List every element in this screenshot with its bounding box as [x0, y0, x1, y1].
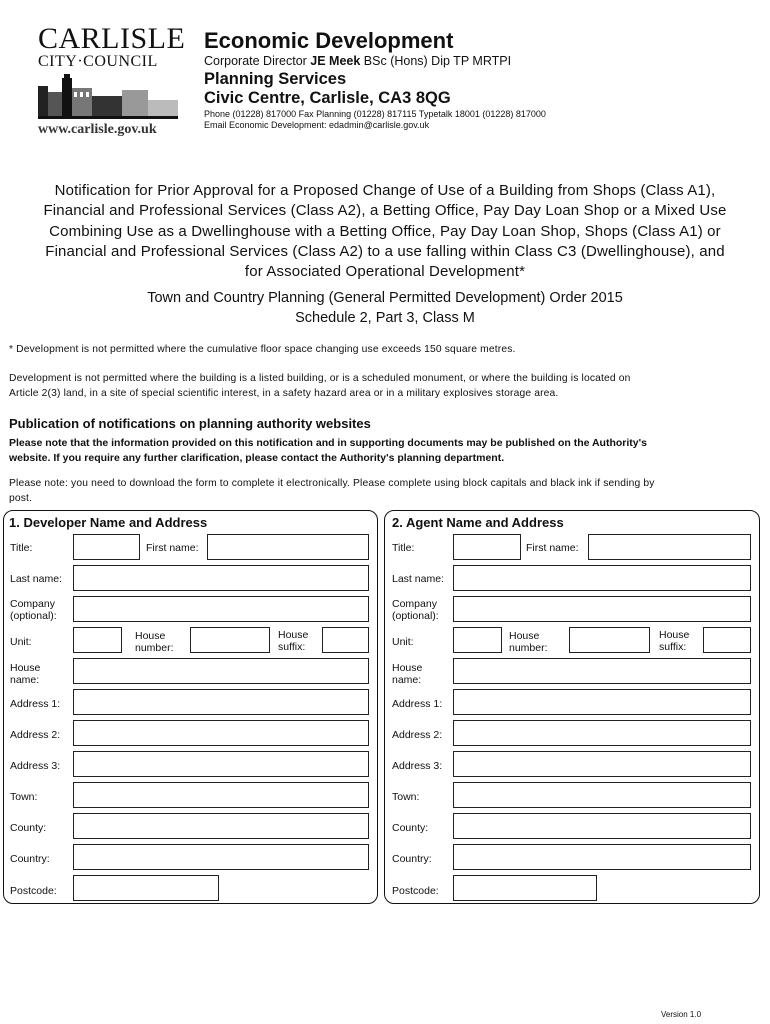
developer-first-name-label: First name:	[146, 542, 199, 554]
city-skyline-logo-icon	[38, 70, 178, 120]
restriction-note: Development is not permitted where the building is a listed building, or is a scheduled monument, or where the building is located on Article 2(3) land, in a site of special scientific interest, in a safety hazard area or in a military explosives storage area.	[9, 373, 631, 399]
developer-town-label: Town:	[10, 791, 38, 803]
agent-company-input[interactable]	[453, 596, 751, 622]
agent-last-name-input[interactable]	[453, 565, 751, 591]
developer-postcode-input[interactable]	[73, 875, 219, 901]
developer-first-name-input[interactable]	[207, 534, 369, 560]
publication-heading: Publication of notifications on planning authority websites	[9, 416, 371, 431]
developer-house-suffix-label: House suffix:	[278, 629, 309, 653]
developer-address2-input[interactable]	[73, 720, 369, 746]
version-label: Version 1.0	[661, 1010, 702, 1019]
agent-unit-input[interactable]	[453, 627, 502, 653]
developer-house-name-label: House name:	[10, 662, 41, 686]
notice-title: Notification for Prior Approval for a Proposed Change of Use of a Building from Shops (Class A1), Financial and Professional Services (Class A2), a Betting Office, Pay Day Loan Shop or a Mixed Use Combining Use as a Dwellinghouse with a Betting Office, Pay Day Loan Shop, Shops (Class A1) or Financial and Professional Services (Class A2) to a use falling within Class C3 (Dwellinghouse), and for Associated Operational Development*	[43, 182, 727, 281]
agent-address3-input[interactable]	[453, 751, 751, 777]
developer-house-name-input[interactable]	[73, 658, 369, 684]
developer-house-number-input[interactable]	[190, 627, 270, 653]
phone-line: Phone (01228) 817000 Fax Planning (01228) 817115 Typetalk 18001 (01228) 817000	[204, 109, 546, 119]
developer-postcode-label: Postcode:	[10, 885, 57, 897]
developer-company-label: Company (optional):	[10, 598, 57, 622]
floor-space-footnote: * Development is not permitted where the cumulative floor space changing use exceeds 150 square metres.	[9, 344, 516, 355]
developer-address1-input[interactable]	[73, 689, 369, 715]
agent-address2-label: Address 2:	[392, 729, 443, 741]
agent-company-label: Company (optional):	[392, 598, 439, 622]
agent-heading: 2. Agent Name and Address	[392, 515, 564, 530]
developer-house-number-label: House number:	[135, 630, 174, 654]
legislation-reference: Town and Country Planning (General Permitted Development) Order 2015 Schedule 2, Part 3, Class M	[147, 290, 623, 326]
agent-house-suffix-input[interactable]	[703, 627, 751, 653]
office-address: Civic Centre, Carlisle, CA3 8QG	[204, 89, 451, 107]
director-line: Corporate Director JE Meek BSc (Hons) Dip TP MRTPI	[204, 54, 512, 68]
agent-postcode-label: Postcode:	[392, 885, 439, 897]
email-line: Email Economic Development: edadmin@carlisle.gov.uk	[204, 120, 430, 130]
agent-house-suffix-label: House suffix:	[659, 629, 690, 653]
agent-address2-input[interactable]	[453, 720, 751, 746]
developer-address3-input[interactable]	[73, 751, 369, 777]
developer-last-name-label: Last name:	[10, 573, 62, 585]
agent-address1-label: Address 1:	[392, 698, 443, 710]
developer-company-input[interactable]	[73, 596, 369, 622]
agent-country-input[interactable]	[453, 844, 751, 870]
agent-first-name-input[interactable]	[588, 534, 751, 560]
agent-house-number-label: House number:	[509, 630, 548, 654]
agent-address1-input[interactable]	[453, 689, 751, 715]
agent-first-name-label: First name:	[526, 542, 579, 554]
agent-house-number-input[interactable]	[569, 627, 650, 653]
agent-house-name-input[interactable]	[453, 658, 751, 684]
download-note: Please note: you need to download the form to complete it electronically. Please complete using block capitals and black ink if sending by post.	[9, 478, 655, 504]
agent-county-label: County:	[392, 822, 429, 834]
publication-note: Please note that the information provided on this notification and in supporting documents may be published on the Authority's website. If you require any further clarification, please contact the Authority's planning department.	[9, 437, 647, 464]
logo-wordmark: CARLISLE	[38, 22, 186, 55]
developer-title-label: Title:	[10, 542, 33, 554]
agent-unit-label: Unit:	[392, 636, 414, 648]
developer-unit-label: Unit:	[10, 636, 32, 648]
developer-title-input[interactable]	[73, 534, 140, 560]
developer-address3-label: Address 3:	[10, 760, 61, 772]
developer-unit-input[interactable]	[73, 627, 122, 653]
agent-house-name-label: House name:	[392, 662, 423, 686]
agent-last-name-label: Last name:	[392, 573, 444, 585]
developer-last-name-input[interactable]	[73, 565, 369, 591]
developer-address1-label: Address 1:	[10, 698, 61, 710]
agent-address3-label: Address 3:	[392, 760, 443, 772]
developer-county-label: County:	[10, 822, 47, 834]
agent-postcode-input[interactable]	[453, 875, 597, 901]
developer-address2-label: Address 2:	[10, 729, 61, 741]
agent-county-input[interactable]	[453, 813, 751, 839]
logo-subtitle: CITY·COUNCIL	[38, 53, 158, 70]
agent-title-label: Title:	[392, 542, 415, 554]
developer-heading: 1. Developer Name and Address	[9, 515, 208, 530]
agent-title-input[interactable]	[453, 534, 521, 560]
council-website[interactable]: www.carlisle.gov.uk	[38, 122, 157, 137]
service-name: Planning Services	[204, 70, 347, 88]
developer-house-suffix-input[interactable]	[322, 627, 369, 653]
agent-town-label: Town:	[392, 791, 420, 803]
developer-country-label: Country:	[10, 853, 50, 865]
agent-country-label: Country:	[392, 853, 432, 865]
department-title: Economic Development	[204, 28, 454, 53]
developer-town-input[interactable]	[73, 782, 369, 808]
developer-country-input[interactable]	[73, 844, 369, 870]
developer-county-input[interactable]	[73, 813, 369, 839]
agent-town-input[interactable]	[453, 782, 751, 808]
